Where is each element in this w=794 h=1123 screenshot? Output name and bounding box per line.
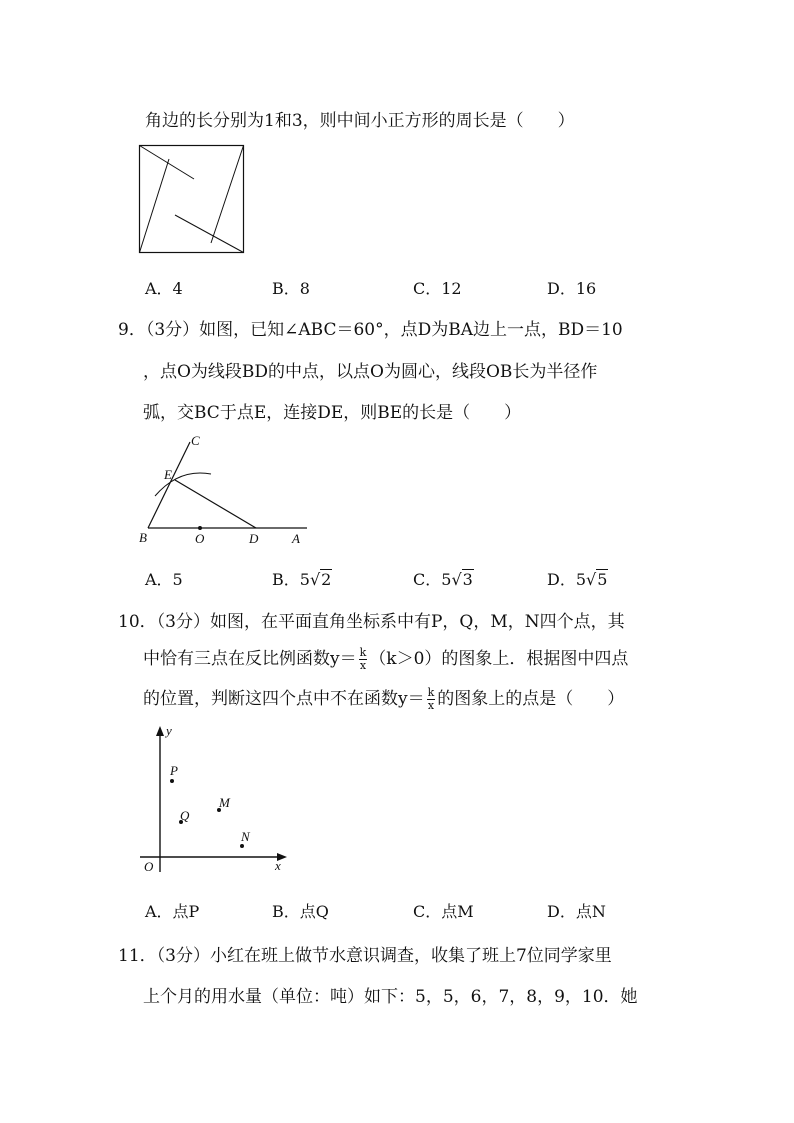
q8-option-d[interactable]: D．16 xyxy=(547,279,597,298)
q9-option-a[interactable]: A．5 xyxy=(145,570,183,589)
q9-option-c-radicand: 3 xyxy=(462,570,473,589)
fraction-denominator: x xyxy=(359,659,367,672)
q8-text-line: 角边的长分别为1和3，则中间小正方形的周长是（ ） xyxy=(145,111,575,131)
q9-text-line-2: ，点O为线段BD的中点，以点O为圆心，线段OB长为半径作 xyxy=(143,362,598,382)
q11-text-line-1: 11．（3分）小红在班上做节水意识调查，收集了班上7位同学家里 xyxy=(118,946,612,966)
q10-line-2-start: 中恰有三点在反比例函数y＝ xyxy=(143,649,357,669)
q8-option-b[interactable]: B．8 xyxy=(272,279,310,298)
q9-option-b[interactable]: B．5√2 xyxy=(272,570,332,589)
q10-label-o: O xyxy=(144,859,154,874)
q10-label-p: P xyxy=(170,763,178,778)
q10-fraction-k-over-x xyxy=(359,647,368,672)
q9-option-c-prefix: C．5 xyxy=(413,570,452,589)
q10-option-b[interactable]: B．点Q xyxy=(272,902,329,921)
q10-label-q: Q xyxy=(180,808,190,823)
q8-square-figure xyxy=(139,145,245,255)
q9-label-c: C xyxy=(191,433,200,448)
q10-label-x: x xyxy=(275,858,281,873)
q11-text-line-2: 上个月的用水量（单位：吨）如下：5，5，6，7，8，9，10．她 xyxy=(143,987,638,1007)
q10-label-y: y xyxy=(166,723,172,738)
q9-option-b-prefix: B．5 xyxy=(272,570,310,589)
q10-line-2-end: （k＞0）的图象上．根据图中四点 xyxy=(369,649,629,669)
q8-option-c[interactable]: C．12 xyxy=(413,279,462,298)
q9-option-d-prefix: D．5 xyxy=(547,570,587,589)
q10-label-n: N xyxy=(241,829,250,844)
q9-label-a: A xyxy=(292,531,300,546)
q10-coordinate-figure xyxy=(135,722,295,877)
q10-text-line-2 xyxy=(143,644,628,672)
q9-option-d[interactable]: D．5√5 xyxy=(547,570,608,589)
q9-option-d-radicand: 5 xyxy=(597,570,608,589)
q9-geometry-figure xyxy=(135,432,315,547)
q9-label-d: D xyxy=(249,531,259,546)
q9-label-b: B xyxy=(139,530,147,545)
q10-option-d[interactable]: D．点N xyxy=(547,902,606,921)
q9-option-b-radicand: 2 xyxy=(321,570,332,589)
q10-option-c[interactable]: C．点M xyxy=(413,902,474,921)
q10-option-a[interactable]: A．点P xyxy=(145,902,200,921)
fraction-numerator: k xyxy=(427,686,435,699)
q9-label-o: O xyxy=(195,531,205,546)
q10-line-3-start: 的位置，判断这四个点中不在函数y＝ xyxy=(143,689,425,709)
q9-text-line-1: 9．（3分）如图，已知∠ABC＝60°，点D为BA边上一点，BD＝10 xyxy=(118,320,623,340)
q10-label-m: M xyxy=(219,795,230,810)
fraction-denominator: x xyxy=(427,699,435,712)
q9-text-line-3: 弧，交BC于点E，连接DE，则BE的长是（ ） xyxy=(143,403,522,423)
q10-text-line-1: 10．（3分）如图，在平面直角坐标系中有P，Q，M，N四个点，其 xyxy=(118,612,625,632)
q10-text-line-3 xyxy=(143,684,624,712)
q10-line-3-end: 的图象上的点是（ ） xyxy=(437,689,625,709)
q9-label-e: E xyxy=(164,467,172,482)
q9-option-c[interactable]: C．5√3 xyxy=(413,570,473,589)
q10-fraction-k-over-x-2 xyxy=(427,687,436,712)
fraction-numerator: k xyxy=(359,646,367,659)
q8-option-a[interactable]: A．4 xyxy=(145,279,183,298)
